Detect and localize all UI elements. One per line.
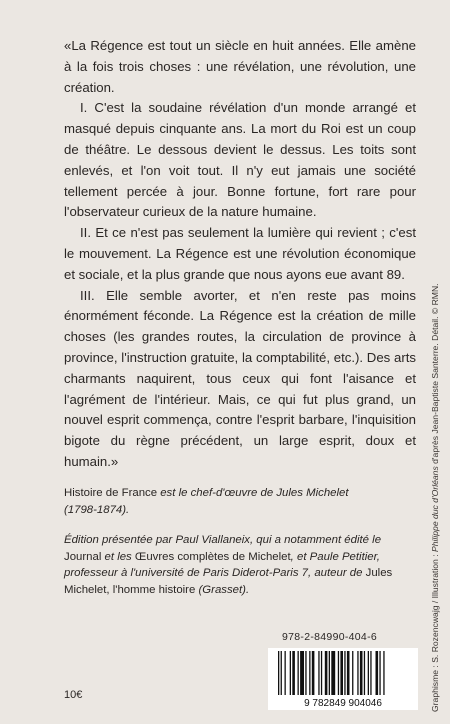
edition-text-1: Édition présentée par Paul Viallaneix, qui a notamment édité le [64, 534, 382, 546]
barcode-bar [325, 651, 328, 695]
barcode-bar [285, 651, 286, 695]
about-text: est le chef-d'œuvre de Jules Michelet [157, 487, 349, 499]
isbn-number: 978-2-84990-404-6 [282, 631, 378, 643]
barcode-bar [292, 651, 295, 695]
credit-italic: Philippe duc d'Orléans [430, 466, 440, 552]
barcode-bar [347, 651, 350, 695]
back-cover-quote [64, 36, 416, 473]
edition-journal: Journal [64, 550, 102, 563]
barcode-bar [376, 651, 379, 695]
barcode-bar [352, 651, 353, 695]
barcode-bar [340, 651, 343, 695]
edition-text-2: et les [101, 550, 135, 563]
illustration-credit [430, 283, 440, 712]
work-title: Histoire de France [64, 487, 158, 499]
barcode-bar [281, 651, 282, 695]
quote-paragraph-intro: «La Régence est tout un siècle en huit années. Elle amène à la fois trois choses : une révélation, une révolution, une création. [64, 38, 416, 95]
edition-book: Jules Michelet, l'homme histoire [64, 567, 393, 596]
quote-paragraph-3: III. Elle semble avorter, et n'en reste pas moins énormément féconde. La Régence est la création de mille choses (les grandes routes, la circulation de province à province, l'instruction gratuite, la comptabilité, etc.). Des arts charmants naquirent, tous ceux qui font l'aisance et l'agrément de l'intérieur. Mais, ce qui fut plus grand, un nouvel esprit commença, contre l'esprit barbare, l'inquisition bigote du règne précédent, un large esprit, doux et humain.» [64, 287, 416, 469]
barcode-number: 9 782849 904046 [304, 698, 382, 709]
barcode-bar [360, 651, 363, 695]
barcode-bar [321, 651, 322, 695]
barcode-bar [300, 651, 304, 695]
barcode-bar [357, 651, 358, 695]
edition-info [64, 532, 416, 598]
barcode-bar [368, 651, 369, 695]
edition-text-4: (Grasset). [195, 583, 250, 596]
barcode-bar [331, 651, 335, 695]
edition-oeuvres: Œuvres complètes de Michelet [134, 550, 291, 563]
barcode-bar [364, 651, 365, 695]
quote-paragraph-1: I. C'est la soudaine révélation d'un monde arrangé et masqué depuis cinquante ans. La mort du Roi est un coup de théâtre. Le dessous devient le dessus. Les toits sont enlevés, et l'on voit tout. Il n'y eut jamais une société tellement percée à jour. Bonne fortune, fort rare pour l'observateur curieux de la nature humaine. [64, 100, 416, 220]
quote-paragraph-2: II. Et ce n'est pas seulement la lumière qui revient ; c'est le mouvement. La Régence est une révolution économique et sociale, et la plus grande que nous ayons eue avant 89. [64, 225, 416, 282]
edition-text-3: , et Paule Petitier, professeur à l'université de Paris Diderot-Paris 7, auteur de [64, 550, 380, 579]
barcode-bar [298, 651, 299, 695]
barcode-bar [338, 651, 339, 695]
price-label: 10€ [64, 689, 83, 701]
barcode-bar [312, 651, 315, 695]
author-dates: (1798-1874). [64, 503, 130, 516]
about-work [64, 485, 416, 518]
credit-text-2: d'après Jean-Baptiste Santerre. Détail. © RMN. [430, 283, 440, 467]
barcode-bar [305, 651, 306, 695]
barcode-bar [318, 651, 319, 695]
barcode-bar [309, 651, 310, 695]
barcode-bar [383, 651, 384, 695]
barcode-bar [370, 651, 371, 695]
barcode-bar [344, 651, 345, 695]
barcode [268, 648, 418, 710]
credit-text-1: Graphisme : S. Rozencwajg / Illustration : [430, 551, 440, 712]
barcode-bar [278, 651, 279, 695]
barcode-bar [290, 651, 291, 695]
barcode-bar [379, 651, 380, 695]
barcode-bar [329, 651, 330, 695]
